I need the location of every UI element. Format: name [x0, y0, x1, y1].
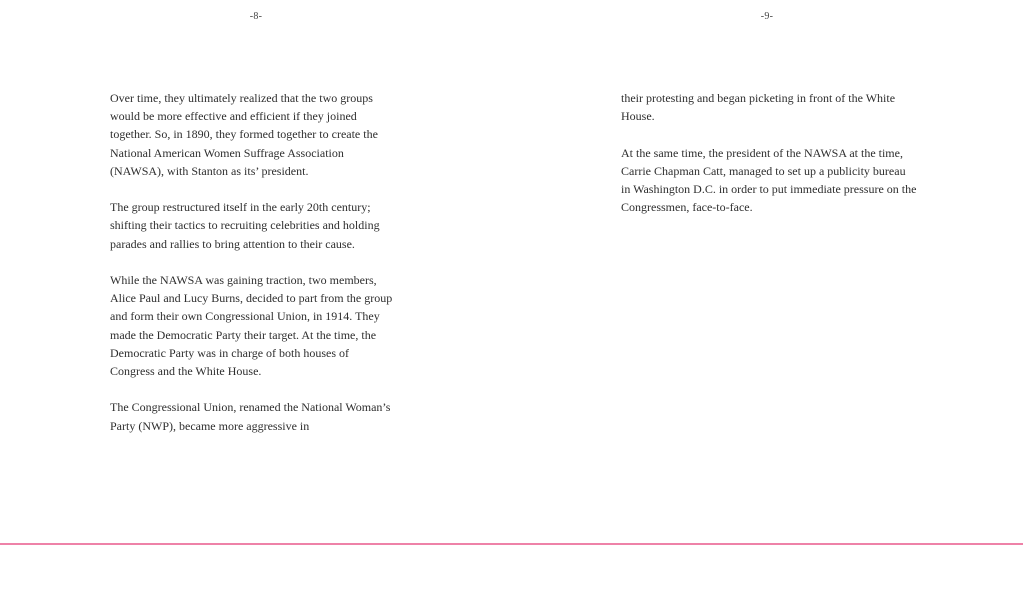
left-paragraph-2: The group restructured itself in the early 20th century; shifting their tactics to recruiting celebrities and holding parades and rallies to bring attention to their cause.: [110, 200, 380, 251]
right-page: [511, 0, 1022, 544]
left-paragraph-3: While the NAWSA was gaining traction, two members, Alice Paul and Lucy Burns, decided to part from the group and form their own Congressional Union, in 1914. They made the Democratic Party their target. At the time, the Democratic Party was in charge of both houses of Congress and the White House.: [110, 273, 393, 379]
page-number-left: -8-: [249, 11, 263, 22]
left-paragraph-4: The Congressional Union, renamed the National Woman’s Party (NWP), became more aggressive in: [110, 400, 391, 433]
left-page: [0, 0, 511, 544]
page-number-right: -9-: [760, 11, 774, 22]
right-paragraph-1: their protesting and began picketing in front of the White House.: [621, 91, 896, 124]
right-page-body: [621, 89, 917, 216]
left-page-body: [110, 89, 396, 435]
left-paragraph-1: Over time, they ultimately realized that the two groups would be more effective and efficient if they joined together. So, in 1890, they formed together to create the National American Women Suffrage Association (NAWSA), with Stanton as its’ president.: [110, 91, 378, 178]
right-paragraph-2: At the same time, the president of the NAWSA at the time, Carrie Chapman Catt, managed to set up a publicity bureau in Washington D.C. in order to put immediate pressure on the Congressmen, face-to-face.: [621, 145, 917, 215]
bottom-divider: [0, 543, 1023, 545]
